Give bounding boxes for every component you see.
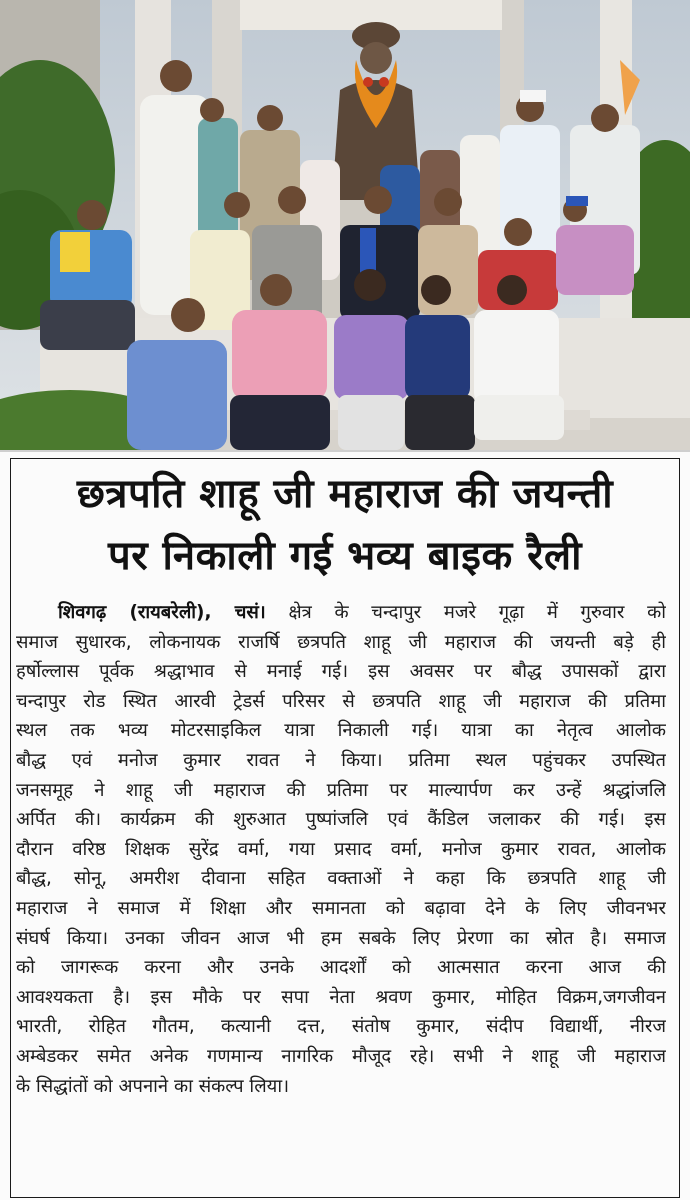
body-line-9: दौरान वरिष्ठ शिक्षक सुरेंद्र वर्मा, गया प्रसाद वर्मा, मनोज कुमार रावत, आलोक	[16, 838, 666, 860]
body-line-17: के सिद्धांतों को अपनाने का संकल्प लिया।	[16, 1075, 290, 1097]
body-line-11: महाराज ने समाज में शिक्षा और समानता को बढ़ावा देने के लिए जीवनभर	[16, 897, 666, 919]
group-photo	[0, 0, 690, 450]
body-line-13: को जागरूक करना और उनके आदर्शों को आत्मसात करना आज की	[16, 957, 666, 979]
body-line-16: अम्बेडकर समेत अनेक गणमान्य नागरिक मौजूद रहे। सभी ने शाहू जी महाराज	[16, 1045, 666, 1067]
body-line-5: स्थल तक भव्य मोटरसाइकिल यात्रा निकाली गई। यात्रा का नेतृत्व आलोक	[16, 720, 666, 742]
body-line-3: हर्षोल्लास पूर्वक श्रद्धाभाव से मनाई गई। इस अवसर पर बौद्ध उपासकों द्वारा	[16, 661, 666, 683]
body-line-2: समाज सुधारक, लोकनायक राजर्षि छत्रपति शाहू जी महाराज की जयन्ती बड़े ही	[16, 631, 666, 653]
dateline: शिवगढ़ (रायबरेली), चसं।	[58, 602, 266, 623]
body-line-10: बौद्ध, सोनू, अमरीश दीवाना सहित वक्ताओं ने कहा कि छत्रपति शाहू जी	[16, 868, 666, 890]
article	[0, 450, 690, 1200]
body-line-12: संघर्ष किया। उनका जीवन आज भी हम सबके लिए प्रेरणा का स्रोत है। समाज	[16, 927, 666, 949]
body-line-7: जनसमूह ने शाहू जी महाराज की प्रतिमा पर माल्यार्पण कर उन्हें श्रद्धांजलि	[16, 779, 666, 801]
body-line-4: चन्दापुर रोड स्थित आरवी ट्रेडर्स परिसर से छत्रपति शाहू जी महाराज की प्रतिमा	[16, 690, 666, 712]
article-body	[16, 598, 666, 1101]
body-line-6: बौद्ध एवं मनोज कुमार रावत ने किया। प्रतिमा स्थल पहुंचकर उपस्थित	[16, 749, 666, 771]
headline-line-2: पर निकाली गई भव्य बाइक रैली	[108, 533, 582, 579]
body-line-1: शिवगढ़ (रायबरेली), चसं। क्षेत्र के चन्दापुर मजरे गूढ़ा में गुरुवार को	[58, 602, 666, 623]
body-line-8: अर्पित की। कार्यक्रम की शुरुआत पुष्पांजलि एवं कैंडिल जलाकर की गई। इस	[16, 809, 666, 831]
headline-line-1: छत्रपति शाहू जी महाराज की जयन्ती	[76, 471, 614, 517]
body-line-15: भारती, रोहित गौतम, कत्यानी दत्त, संतोष कुमार, संदीप विद्यार्थी, नीरज	[16, 1016, 666, 1038]
body-line-14: आवश्यकता है। इस मौके पर सपा नेता श्रवण कुमार, मोहित विक्रम,जगजीवन	[16, 986, 666, 1008]
